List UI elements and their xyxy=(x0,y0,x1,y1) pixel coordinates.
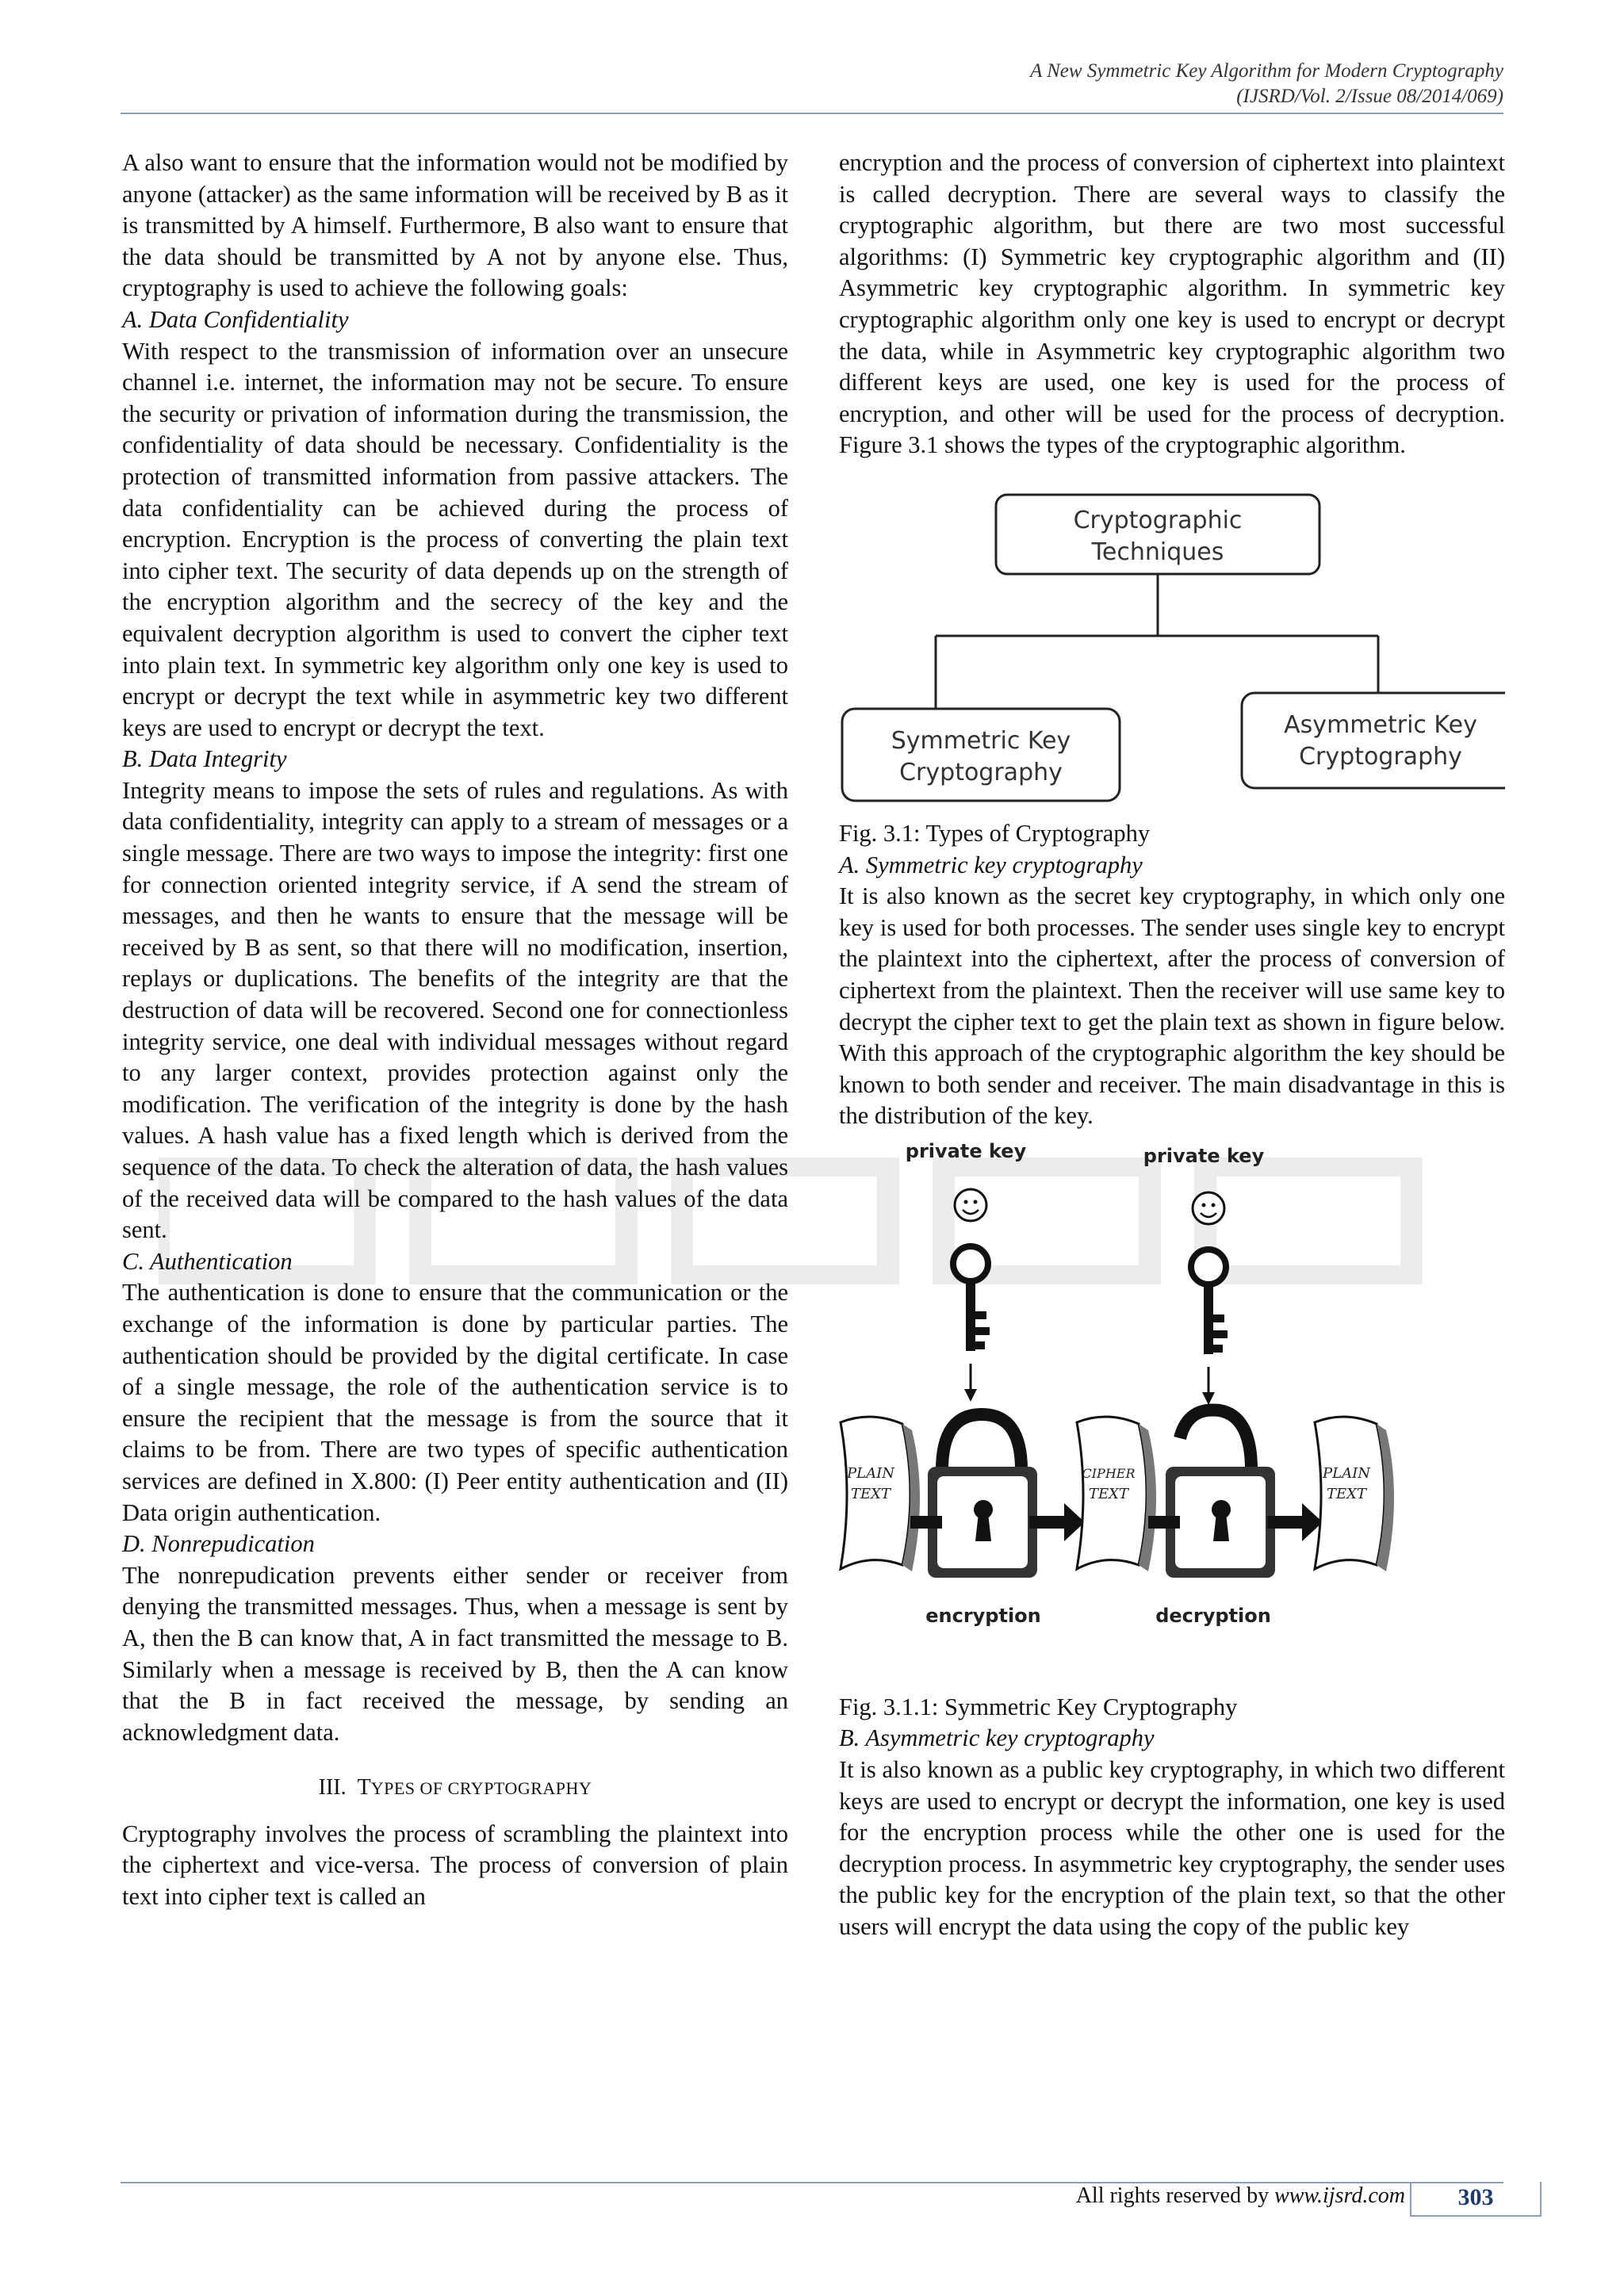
smiley-icon-right xyxy=(1193,1192,1224,1224)
data-integrity-paragraph: Integrity means to impose the sets of rules and regulations. As with data confidentiality, integrity can apply to a stream of messages or a single message. There are two ways to impose the integrity: first one for connection oriented integrity service, if A send the stream of messages, and then he wants to ensure that the message will be received by B as sent, so that there will no modification, insertion, replays or duplications. The benefits of the integrity are that the destruction of data will be recovered. Second one for connectionless integrity service, one deal with individual messages without regard to any larger context, provides protection against only the modification. The verification of the integrity is done by the hash values. A hash value has a fixed length which is derived from the sequence of the data. To check the alteration of data, the hash values of the received data will be compared to the hash values of the data sent. xyxy=(122,776,788,1244)
page-number: 303 xyxy=(1457,2184,1494,2210)
left-column xyxy=(122,147,788,1913)
key-icon-right xyxy=(1191,1249,1228,1354)
footer-rights-text: All rights reserved by xyxy=(1075,2183,1275,2208)
box-left-line1: Symmetric Key xyxy=(891,726,1071,755)
footer-site-link[interactable]: www.ijsrd.com xyxy=(1274,2183,1405,2208)
doc2-line2: TEXT xyxy=(1089,1485,1128,1502)
box-right-line2: Cryptography xyxy=(1299,742,1462,771)
classification-paragraph: encryption and the process of conversion of ciphertext into plaintext is called decryption. There are several ways to classify the cryptographic algorithm, but there are two most successful algorithms: (I) Symmetric key cryptographic algorithm and (II) Asymmetric key cryptographic algorithm. In symmetric key cryptographic algorithm only one key is used to encrypt or decrypt the data, while in Asymmetric key cryptographic algorithm two different keys are used, one key is used for the process of encryption, and other will be used for the process of decryption. Figure 3.1 shows the types of the cryptographic algorithm. xyxy=(839,149,1505,459)
authentication-paragraph: The authentication is done to ensure that the communication or the exchange of the information is done by particular parties. The authentication should be provided by the digital certificate. In case of a single message, the role of the authentication service is to ensure the recipient that the message is from the source that it claims to be from. There are two types of specific authentication services are defined in X.800: (I) Peer entity authentication and (II) Data origin authentication. xyxy=(122,1279,788,1526)
types-paragraph: Cryptography involves the process of scrambling the plaintext into the ciphertext and vice-versa. The process of conversion of plain text into cipher text is called an xyxy=(122,1820,788,1911)
doc3-line1: PLAIN xyxy=(1323,1464,1370,1482)
figure-symmetric-key-cryptography xyxy=(839,1137,1505,1660)
label-private-key-left: private key xyxy=(905,1139,1027,1162)
box-top-line1: Cryptographic xyxy=(1073,506,1243,534)
section-title-initial: T xyxy=(357,1775,371,1800)
box-symmetric-key xyxy=(842,709,1120,801)
box-left-line2: Cryptography xyxy=(899,758,1063,786)
doc3-line2: TEXT xyxy=(1327,1485,1366,1502)
label-encryption: encryption xyxy=(925,1604,1041,1627)
lock-icon-open xyxy=(1166,1410,1275,1578)
section-heading-types xyxy=(122,1772,788,1804)
document-icon-plain-text-2 xyxy=(1315,1417,1394,1571)
doc1-line2: TEXT xyxy=(851,1485,891,1502)
header-citation: (IJSRD/Vol. 2/Issue 08/2014/069) xyxy=(1236,86,1503,107)
heading-nonrepudication: D. Nonrepudication xyxy=(122,1530,315,1558)
figure1-caption: Fig. 3.1: Types of Cryptography xyxy=(839,819,1151,847)
section-number: III. xyxy=(318,1775,347,1800)
symmetric-key-paragraph: It is also known as the secret key cryptography, in which only one key is used for both processes. The sender uses single key to encrypt the plaintext into the ciphertext, after the process of conversion of ciphertext from the plaintext. Then the receiver will use same key to decrypt the cipher text to get the plain text as shown in figure below. With this approach of the cryptographic algorithm the key should be known to both sender and receiver. The main disadvantage in this is the distribution of the key. xyxy=(839,882,1505,1130)
header-title: A New Symmetric Key Algorithm for Modern Cryptography xyxy=(1030,60,1503,82)
heading-authentication: C. Authentication xyxy=(122,1247,293,1275)
box-asymmetric-key xyxy=(1242,693,1505,788)
heading-data-confidentiality: A. Data Confidentiality xyxy=(122,305,349,333)
smiley-icon-left xyxy=(955,1189,986,1221)
right-column xyxy=(839,147,1505,1943)
arrow-down-icon-left xyxy=(964,1364,977,1402)
header-rule xyxy=(121,113,1503,114)
section-title-rest: YPES OF CRYPTOGRAPHY xyxy=(370,1778,592,1799)
page-number-box xyxy=(1410,2182,1542,2217)
heading-data-integrity: B. Data Integrity xyxy=(122,745,287,773)
footer-rights xyxy=(1076,2183,1405,2209)
asymmetric-key-paragraph: It is also known as a public key cryptography, in which two different keys are used to encrypt or decrypt the information, one key is used for the encryption process while the other one is used for the decryption process. In asymmetric key cryptography, the sender uses the public key for the encryption of the plain text, so that the other users will encrypt the data using the copy of the public key xyxy=(839,1756,1505,1941)
document-icon-plain-text-1 xyxy=(841,1417,920,1571)
running-header xyxy=(1030,59,1503,109)
intro-paragraph: A also want to ensure that the information would not be modified by anyone (attacker) as the same information will be received by B as it is transmitted by A himself. Furthermore, B also want to ensure that the data should be transmitted by A not by anyone else. Thus, cryptography is used to achieve the following goals: xyxy=(122,149,788,302)
document-icon-cipher-text xyxy=(1077,1417,1156,1571)
data-confidentiality-paragraph: With respect to the transmission of information over an unsecure channel i.e. internet, the information may not be secure. To ensure the security or privation of information during the transmission, the confidentiality of data should be necessary. Confidentiality is the protection of transmitted information from passive attackers. The data confidentiality can be achieved during the process of encryption. Encryption is the process of converting the plain text into cipher text. The security of data depends up on the strength of the encryption algorithm and the secrecy of the key and the equivalent decryption algorithm is used to convert the cipher text into plain text. In symmetric key algorithm only one key is used to encrypt or decrypt the text while in asymmetric key two different keys are used to encrypt or decrypt the text. xyxy=(122,337,788,741)
box-top-line2: Techniques xyxy=(1091,538,1224,566)
nonrepudication-paragraph: The nonrepudication prevents either sender or receiver from denying the transmitted messages. Thus, when a message is sent by A, then the B can know that, A in fact transmitted the message to B. Similarly when a message is received by B, then the A can know that the B in fact received the message, by sending an acknowledgment data. xyxy=(122,1561,788,1746)
heading-asymmetric-key: B. Asymmetric key cryptography xyxy=(839,1724,1155,1752)
label-private-key-right: private key xyxy=(1143,1144,1265,1167)
key-icon-left xyxy=(953,1246,990,1351)
lock-icon-closed xyxy=(928,1414,1037,1578)
label-decryption: decryption xyxy=(1155,1604,1271,1627)
figure-types-of-cryptography xyxy=(839,479,1505,804)
box-right-line1: Asymmetric Key xyxy=(1284,710,1477,739)
arrow-down-icon-right xyxy=(1202,1367,1215,1405)
figure2-caption: Fig. 3.1.1: Symmetric Key Cryptography xyxy=(839,1693,1238,1720)
doc2-line1: CIPHER xyxy=(1082,1465,1136,1481)
doc1-line1: PLAIN xyxy=(847,1464,894,1482)
heading-symmetric-key: A. Symmetric key cryptography xyxy=(839,851,1143,878)
